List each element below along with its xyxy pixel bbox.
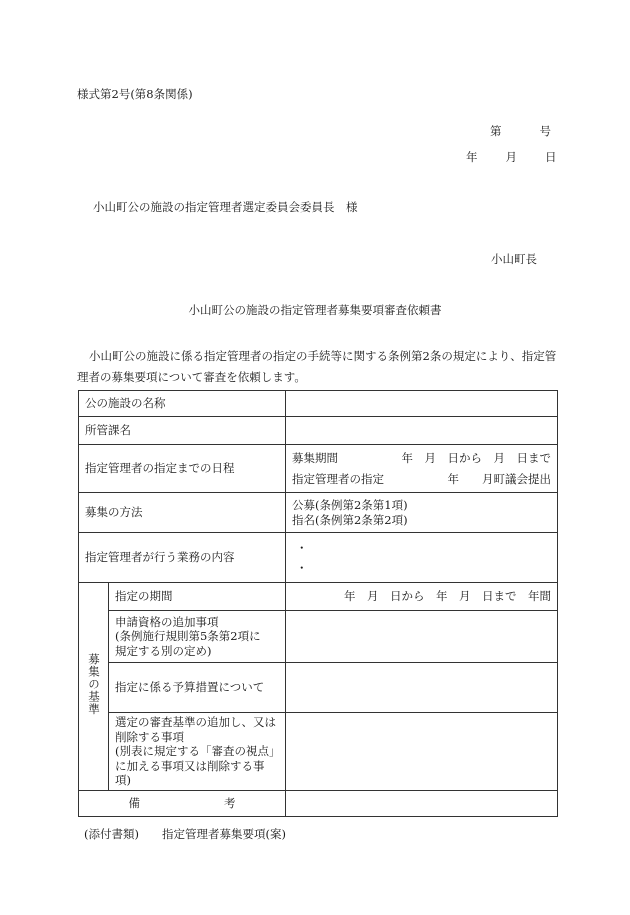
table-row — [79, 791, 558, 817]
facility-name-value[interactable] — [286, 391, 558, 417]
review-line-2: 削除する事項 — [115, 729, 184, 744]
criteria-group-text: 募集の基準 — [87, 653, 101, 716]
number-go: 号 — [539, 124, 551, 138]
attachment-line — [84, 826, 286, 842]
qualification-line-1: 申請資格の追加事項 — [115, 614, 219, 629]
designation-label: 指定管理者の指定 — [292, 471, 384, 486]
attachment-label: (添付書類) — [84, 827, 139, 841]
document-date — [466, 149, 557, 165]
addressee: 小山町公の施設の指定管理者選定委員会委員長 様 — [93, 200, 358, 214]
facility-name-label: 公の施設の名称 — [79, 391, 286, 417]
designation-line — [292, 469, 551, 490]
designation-year: 年 — [447, 471, 459, 486]
review-line-3: (別表に規定する「審査の視点」 — [115, 744, 281, 759]
recruitment-period-dates — [402, 448, 552, 469]
date-year: 年 — [466, 150, 478, 164]
remarks-value[interactable] — [286, 791, 558, 817]
business-label: 指定管理者が行う業務の内容 — [79, 533, 286, 583]
table-row — [79, 663, 558, 713]
request-table — [78, 390, 558, 817]
bullet-1: ・ — [296, 540, 308, 555]
criteria-group-label — [79, 583, 109, 791]
qualification-value[interactable] — [286, 611, 558, 663]
table-row — [79, 417, 558, 445]
document-number — [490, 123, 551, 139]
schedule-value[interactable] — [286, 445, 558, 493]
designation-dates — [448, 469, 552, 490]
period-label: 指定の期間 — [109, 583, 286, 611]
method-nominated: 指名(条例第2条第2項) — [292, 512, 408, 527]
schedule-label: 指定管理者の指定までの日程 — [79, 445, 286, 493]
remarks-label — [79, 791, 286, 817]
table-row — [79, 713, 558, 791]
table-row — [79, 533, 558, 583]
recruitment-period-line — [292, 448, 551, 469]
department-value[interactable] — [286, 417, 558, 445]
table-row — [79, 583, 558, 611]
document-title: 小山町公の施設の指定管理者募集要項審査依頼書 — [188, 303, 442, 317]
department-label: 所管課名 — [79, 417, 286, 445]
budget-label: 指定に係る予算措置について — [109, 663, 286, 713]
period-value[interactable]: 年 月 日から 年 月 日まで 年間 — [286, 583, 558, 611]
designation-council: 月町議会提出 — [482, 471, 551, 486]
attachment-value: 指定管理者募集要項(案) — [161, 827, 286, 841]
recruitment-period-to: 月 日まで — [493, 450, 551, 465]
review-line-5: 項) — [115, 773, 131, 788]
table-row — [79, 493, 558, 533]
date-day: 日 — [545, 150, 557, 164]
qualification-line-3: 規定する別の定め) — [115, 643, 212, 658]
review-criteria-value[interactable] — [286, 713, 558, 791]
number-dai: 第 — [490, 124, 502, 138]
qualification-line-2: (条例施行規則第5条第2項に — [115, 629, 261, 644]
method-label: 募集の方法 — [79, 493, 286, 533]
table-row — [79, 391, 558, 417]
table-row — [79, 611, 558, 663]
body-text: 小山町公の施設に係る指定管理者の指定の手続等に関する条例第2条の規定により、指定管理者の募集要項について審査を依頼します。 — [77, 349, 557, 384]
budget-value[interactable] — [286, 663, 558, 713]
review-line-1: 選定の審査基準の追加し、又は — [115, 715, 276, 730]
business-value[interactable] — [286, 533, 558, 583]
qualification-label — [109, 611, 286, 663]
review-criteria-label — [109, 713, 286, 791]
sender: 小山町長 — [491, 252, 537, 266]
remarks-kou: 考 — [224, 796, 236, 811]
method-public: 公募(条例第2条第1項) — [292, 498, 408, 512]
bullet-2: ・ — [296, 560, 308, 575]
review-line-4: に加える事項又は削除する事 — [115, 758, 265, 773]
method-value[interactable] — [286, 493, 558, 533]
table-row — [79, 445, 558, 493]
date-month: 月 — [505, 150, 517, 164]
form-number-label: 様式第2号(第8条関係) — [77, 87, 193, 101]
recruitment-period-label: 募集期間 — [292, 450, 338, 465]
remarks-bi: 備 — [128, 796, 140, 811]
recruitment-period-from: 年 月 日から — [401, 450, 482, 465]
